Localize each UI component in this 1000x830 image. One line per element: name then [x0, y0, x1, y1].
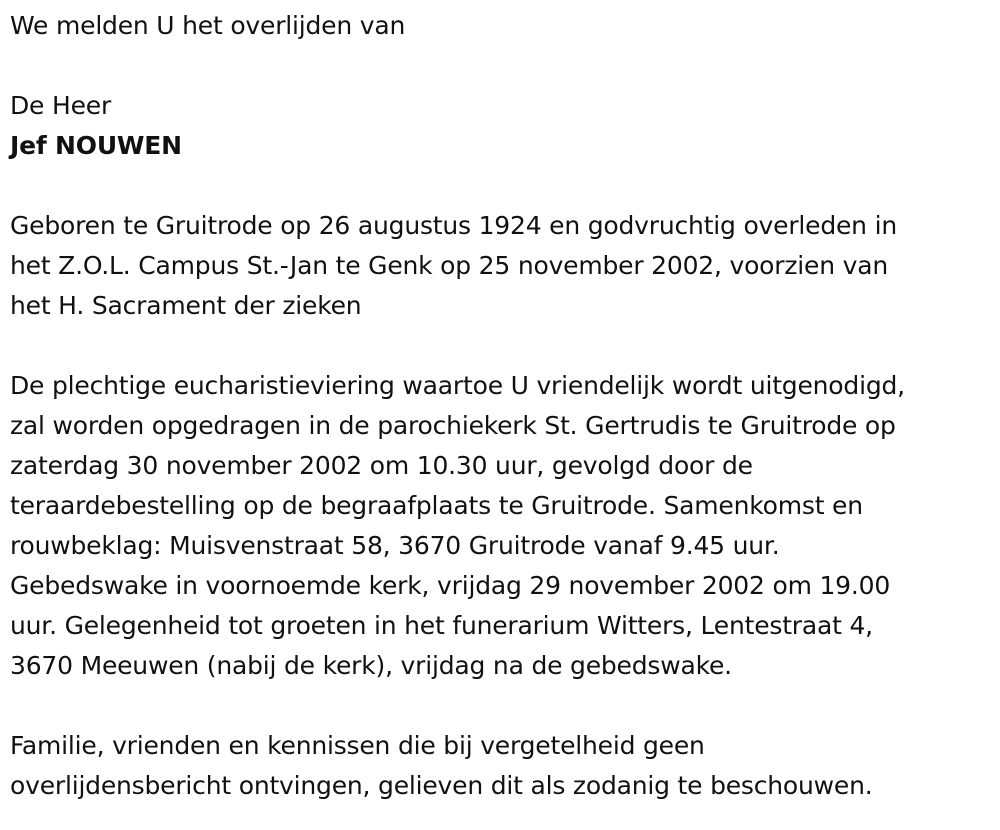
- paragraph-line: het Z.O.L. Campus St.-Jan te Genk op 25 november 2002, voorzien van: [10, 251, 888, 280]
- paragraph-line: Familie, vrienden en kennissen die bij vergetelheid geen: [10, 731, 705, 760]
- paragraph-line: zal worden opgedragen in de parochiekerk St. Gertrudis te Gruitrode op: [10, 411, 896, 440]
- paragraph-line: overlijdensbericht ontvingen, gelieven dit als zodanig te beschouwen.: [10, 771, 873, 800]
- closing-paragraph: [10, 726, 990, 806]
- paragraph-line: rouwbeklag: Muisvenstraat 58, 3670 Gruitrode vanaf 9.45 uur.: [10, 531, 780, 560]
- salutation: De Heer: [10, 91, 112, 120]
- paragraph-line: Gebedswake in voornoemde kerk, vrijdag 29 november 2002 om 19.00: [10, 571, 891, 600]
- deceased-name: Jef NOUWEN: [10, 131, 182, 160]
- paragraph-line: Geboren te Gruitrode op 26 augustus 1924 en godvruchtig overleden in: [10, 211, 897, 240]
- paragraph-line: 3670 Meeuwen (nabij de kerk), vrijdag na de gebedswake.: [10, 651, 732, 680]
- paragraph-line: De plechtige eucharistieviering waartoe U vriendelijk wordt uitgenodigd,: [10, 371, 905, 400]
- ceremony-paragraph: [10, 366, 990, 686]
- paragraph-line: teraardebestelling op de begraafplaats te Gruitrode. Samenkomst en: [10, 491, 863, 520]
- paragraph-line: uur. Gelegenheid tot groeten in het funerarium Witters, Lentestraat 4,: [10, 611, 873, 640]
- paragraph-line: het H. Sacrament der zieken: [10, 291, 362, 320]
- intro-text: We melden U het overlijden van: [10, 11, 406, 40]
- paragraph-line: zaterdag 30 november 2002 om 10.30 uur, gevolgd door de: [10, 451, 753, 480]
- death-notice: [10, 6, 990, 806]
- birth-death-paragraph: [10, 206, 990, 326]
